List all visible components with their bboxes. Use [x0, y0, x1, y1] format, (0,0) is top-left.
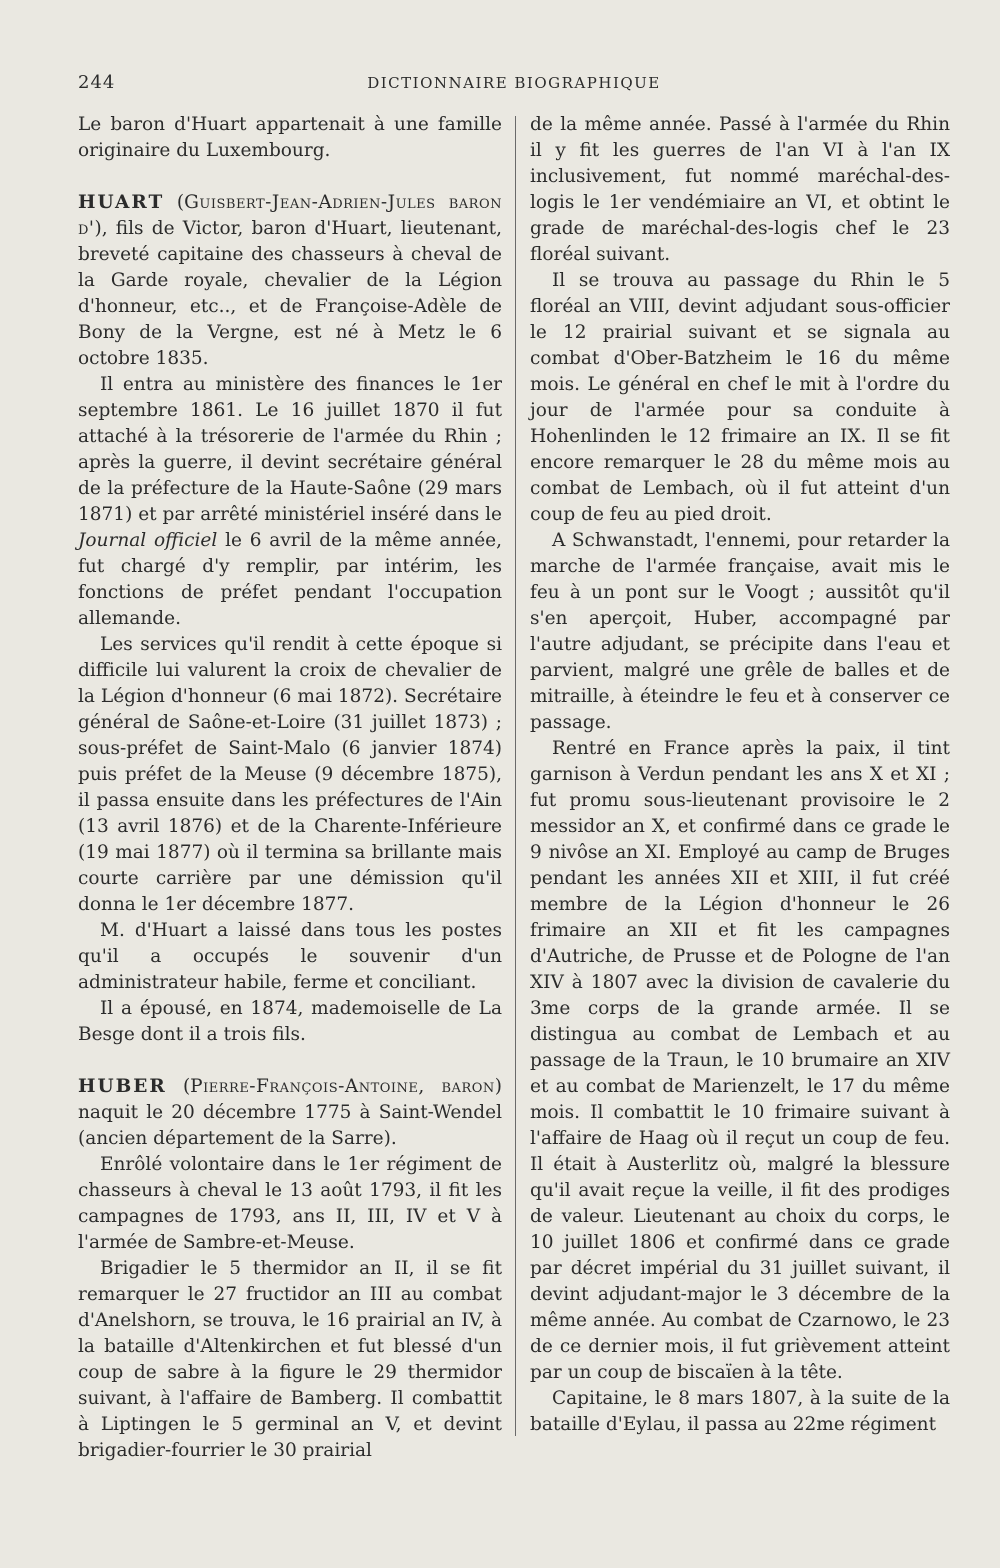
- right-paragraph-4: Rentré en France après la paix, il tint garnison à Verdun pendant les ans X et XI ; fut promu sous-lieutenant provisoire le 2 messidor an X, et confirmé dans ce grade le 9 nivôse an XI. Employé au camp de Bruges pendant les années XII et XIII, il fut créé membre de la Légion d'honneur le 26 frimaire an XII et fit les campagnes d'Autriche, de Prusse et de Pologne de l'an XIV à 1807 avec la division de cavalerie du 3me corps de la grande armée. Il se distingua au combat de Lembach et au passage de la Traun, le 10 brumaire an XIV et au combat de Marienzelt, le 17 du même mois. Il combattit le 10 frimaire suivant à l'affaire de Haag où il reçut un coup de feu. Il était à Austerlitz où, malgré la blessure qu'il avait reçue la veille, il fit des prodiges de valeur. Lieutenant au choix du corps, le 10 juillet 1806 et confirmé dans ce grade par décret impérial du 31 juillet suivant, il devint adjudant-major le 3 décembre de la même année. Au combat de Czarnowo, le 23 de ce dernier mois, il fut grièvement atteint par un coup de biscaïen à la tête.: [530, 738, 950, 1383]
- huart-name-rest: ), fils de Victor, baron d'Huart, lieutenant, breveté capitaine des chasseurs à cheval de la Garde royale, chevalier de la Légion d'honneur, etc.., et de Françoise-Adèle de Bony de la Vergne, est né à Metz le 6 octobre 1835.: [78, 218, 502, 369]
- huart-paragraph-3: Les services qu'il rendit à cette époque si difficile lui valurent la croix de chevalier de la Légion d'honneur (6 mai 1872). Secrétaire général de Saône-et-Loire (31 juillet 1873) ; sous-préfet de Saint-Malo (6 janvier 1874) puis préfet de la Meuse (9 décembre 1875), il passa ensuite dans les préfectures de l'Ain (13 avril 1876) et de la Charente-Inférieure (19 mai 1877) où il termina sa brillante mais courte carrière par une démission qu'il donna le 1er décembre 1877.: [78, 634, 502, 915]
- column-divider: [515, 116, 516, 1436]
- entry-huber: [78, 1074, 502, 1152]
- huber-name-open: (: [166, 1076, 191, 1097]
- right-column: [530, 112, 950, 1438]
- right-paragraph-5: Capitaine, le 8 mars 1807, à la suite de la bataille d'Eylau, il passa au 22me régiment: [530, 1388, 950, 1435]
- right-paragraph-3: A Schwanstadt, l'ennemi, pour retarder la marche de l'armée française, avait mis le feu à un pont sur le Voogt ; aussitôt qu'il s'en aperçoit, Huber, accompagné par l'autre adjudant, se précipite dans l'eau et parvient, malgré une grêle de balles et de mitraille, à éteindre le feu et à conserver ce passage.: [530, 530, 950, 733]
- left-column: [78, 112, 502, 1464]
- entry-huart: [78, 190, 502, 372]
- huber-paragraph-2: Enrôlé volontaire dans le 1er régiment de chasseurs à cheval le 13 août 1793, il fit les campagnes de 1793, ans II, III, IV et V à l'armée de Sambre-et-Meuse.: [78, 1154, 502, 1253]
- huart-p2-tail: le 6 avril de la même année, fut chargé d'y remplir, par intérim, les fonctions de préfet pendant l'occupation allemande.: [78, 530, 503, 629]
- page-header: [78, 72, 950, 98]
- intro-paragraph: Le baron d'Huart appartenait à une famille originaire du Luxembourg.: [78, 114, 502, 161]
- headword-huart: HUART: [78, 192, 165, 213]
- huber-paragraph-3: Brigadier le 5 thermidor an II, il se fit remarquer le 27 fructidor an III au combat d'Anelshorn, se trouva, le 16 prairial an IV, à la bataille d'Altenkirchen et fut blessé d'un coup de sabre à la figure le 29 thermidor suivant, à l'affaire de Bamberg. Il combattit à Liptingen le 5 germinal an V, et devint brigadier-fourrier le 30 prairial: [78, 1258, 502, 1461]
- huart-name-open: (: [164, 192, 185, 213]
- running-title: DICTIONNAIRE BIOGRAPHIQUE: [367, 74, 661, 92]
- journal-title: Journal officiel: [78, 530, 218, 551]
- huart-paragraph-2: [78, 372, 502, 632]
- page-number: 244: [78, 72, 116, 93]
- huart-paragraph-4: M. d'Huart a laissé dans tous les postes qu'il a occupés le souvenir d'un administrateur habile, ferme et conciliant.: [78, 920, 502, 993]
- huart-full-name: Guisbert-Jean-Adrien-Jules baron d': [78, 192, 502, 239]
- right-paragraph-2: Il se trouva au passage du Rhin le 5 floréal an VIII, devint adjudant sous-officier le 12 prairial suivant et se signala au combat d'Ober-Batzheim le 16 du même mois. Le général en chef le mit à l'ordre du jour de l'armée pour sa conduite à Hohenlinden le 12 frimaire an IX. Il se fit encore remarquer le 28 du même mois au combat de Lembach, où il fut atteint d'un coup de feu au pied droit.: [530, 270, 950, 525]
- huart-p2-text: Il entra au ministère des finances le 1er septembre 1861. Le 16 juillet 1870 il fut attaché à la trésorerie de l'armée du Rhin ; après la guerre, il devint secrétaire général de la préfecture de la Haute-Saône (29 mars 1871) et par arrêté ministériel inséré dans le: [78, 374, 502, 525]
- huber-name-rest: ) naquit le 20 décembre 1775 à Saint-Wendel (ancien département de la Sarre).: [78, 1076, 502, 1149]
- huber-full-name: Pierre-François-Antoine, baron: [190, 1076, 495, 1097]
- huart-paragraph-5: Il a épousé, en 1874, mademoiselle de La Besge dont il a trois fils.: [78, 998, 502, 1045]
- headword-huber: HUBER: [78, 1076, 167, 1097]
- right-paragraph-1: de la même année. Passé à l'armée du Rhin il y fit les guerres de l'an VI à l'an IX inclusivement, fut nommé maréchal-des-logis le 1er vendémiaire an VI, et obtint le grade de maréchal-des-logis chef le 23 floréal suivant.: [530, 114, 950, 265]
